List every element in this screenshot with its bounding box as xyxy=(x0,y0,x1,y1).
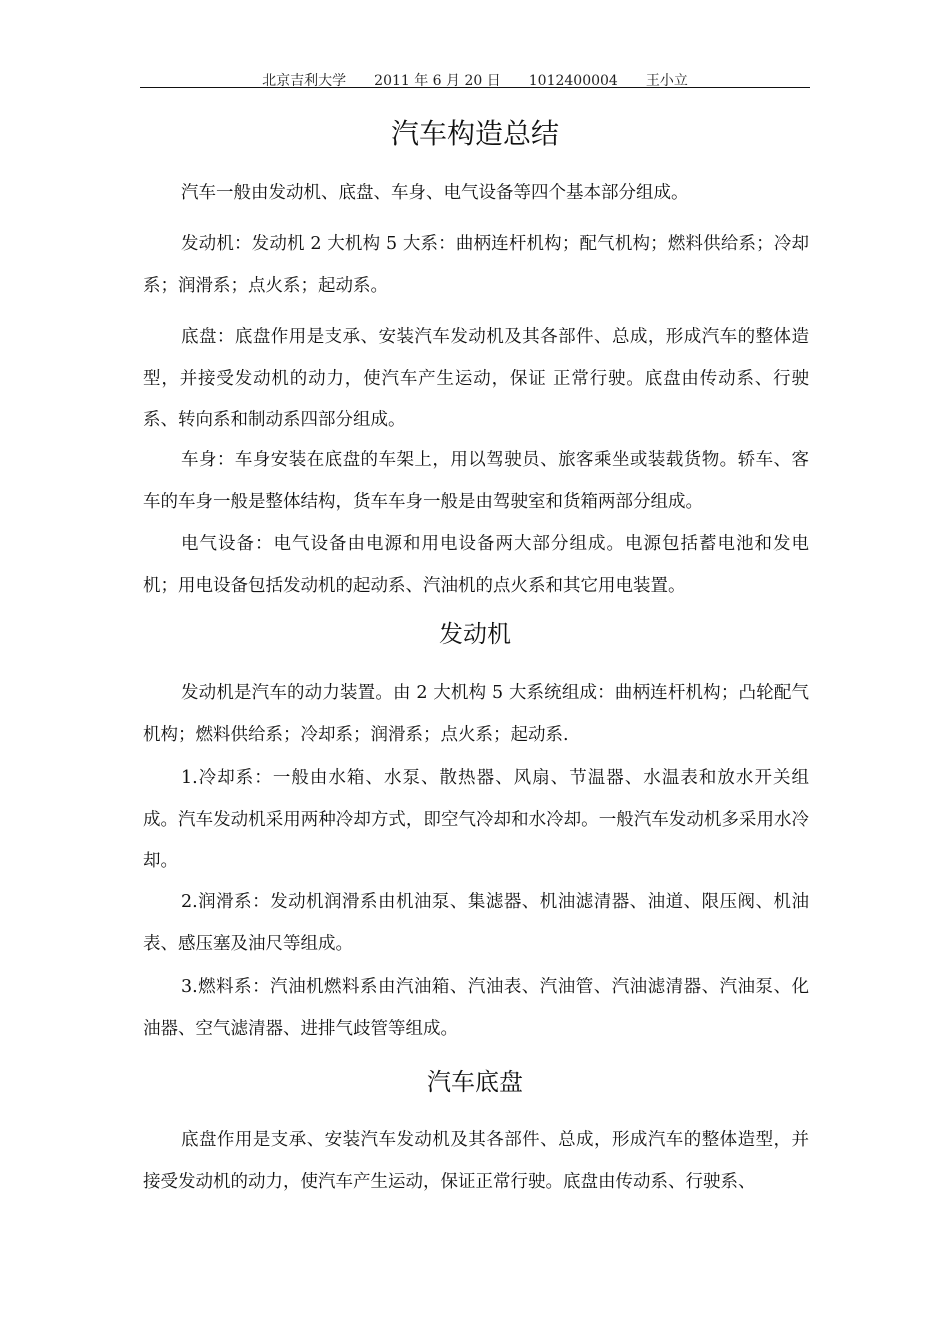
header-school: 北京吉利大学 xyxy=(262,73,347,89)
chassis-paragraph-1: 底盘作用是支承、安装汽车发动机及其各部件、总成，形成汽车的整体造型，并接受发动机的动力，使汽车产生运动，保证正常行驶。底盘由传动系、行驶系、 xyxy=(143,1130,809,1192)
intro-paragraph-engine: 发动机：发动机 2 大机构 5 大系：曲柄连杆机构；配气机构；燃料供给系；冷却系；润滑系；点火系；起动系。 xyxy=(143,234,809,296)
intro-paragraph-electrical: 电气设备：电气设备由电源和用电设备两大部分组成。电源包括蓄电池和发电机；用电设备包括发动机的起动系、汽油机的点火系和其它用电装置。 xyxy=(143,534,809,596)
engine-paragraph-lubrication: 2.润滑系：发动机润滑系由机油泵、集滤器、机油滤清器、油道、限压阀、机油表、感压塞及油尺等组成。 xyxy=(143,892,809,954)
engine-paragraph-fuel: 3.燃料系：汽油机燃料系由汽油箱、汽油表、汽油管、汽油滤清器、汽油泵、化油器、空气滤清器、进排气歧管等组成。 xyxy=(143,977,809,1039)
engine-paragraph-cooling: 1.冷却系：一般由水箱、水泵、散热器、风扇、节温器、水温表和放水开关组成。汽车发动机采用两种冷却方式，即空气冷却和水冷却。一般汽车发动机多采用水冷却。 xyxy=(143,768,809,871)
header-name: 王小立 xyxy=(645,73,688,89)
section-heading-chassis: 汽车底盘 xyxy=(427,1068,523,1096)
document-title: 汽车构造总结 xyxy=(390,117,559,150)
header-divider xyxy=(140,87,810,88)
section-heading-engine: 发动机 xyxy=(439,620,511,648)
header-date: 2011 年 6 月 20 日 xyxy=(374,73,501,89)
header-student-id: 1012400004 xyxy=(528,73,618,89)
intro-paragraph-body: 车身：车身安装在底盘的车架上，用以驾驶员、旅客乘坐或装载货物。轿车、客车的车身一般是整体结构，货车车身一般是由驾驶室和货箱两部分组成。 xyxy=(143,450,809,512)
engine-paragraph-1: 发动机是汽车的动力装置。由 2 大机构 5 大系统组成：曲柄连杆机构；凸轮配气机构；燃料供给系；冷却系；润滑系；点火系；起动系. xyxy=(143,683,809,745)
intro-paragraph-1: 汽车一般由发动机、底盘、车身、电气设备等四个基本部分组成。 xyxy=(181,183,689,203)
intro-paragraph-chassis: 底盘：底盘作用是支承、安装汽车发动机及其各部件、总成，形成汽车的整体造型，并接受发动机的动力，使汽车产生运动，保证 正常行驶。底盘由传动系、行驶系、转向系和制动系四部分组成。 xyxy=(143,327,809,430)
